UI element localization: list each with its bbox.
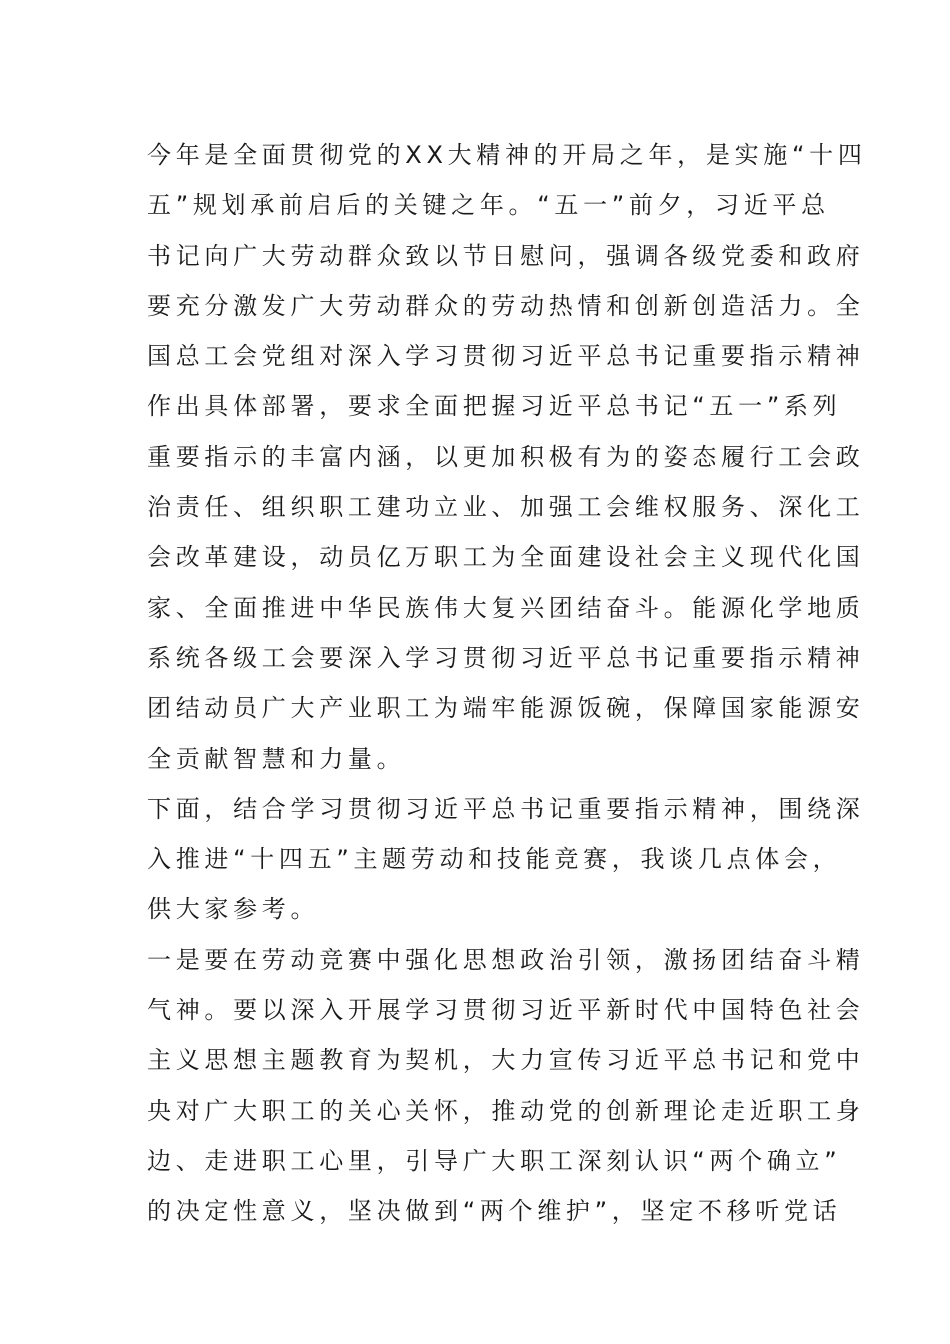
text-line: 五”规划承前启后的关键之年。“五一”前夕，习近平总 (147, 191, 830, 220)
body-text (147, 130, 867, 1237)
text-line: 书记向广大劳动群众致以节日慰问，强调各级党委和政府 (147, 241, 865, 270)
text-line: 气神。要以深入开展学习贯彻习近平新时代中国特色社会 (147, 996, 865, 1025)
text-line: 系统各级工会要深入学习贯彻习近平总书记重要指示精神 (147, 643, 865, 672)
text-line: 会改革建设，动员亿万职工为全面建设社会主义现代化国 (147, 543, 865, 572)
text-line: 要充分激发广大劳动群众的劳动热情和创新创造活力。全 (147, 291, 865, 320)
text-line: 重要指示的丰富内涵，以更加积极有为的姿态履行工会政 (147, 442, 865, 471)
text-line: 家、全面推进中华民族伟大复兴团结奋斗。能源化学地质 (147, 593, 865, 622)
text-line: 治责任、组织职工建功立业、加强工会维权服务、深化工 (147, 493, 865, 522)
paragraph-1 (147, 130, 867, 784)
paragraph-3 (147, 935, 865, 1237)
text-line: 入推进“十四五”主题劳动和技能竞赛，我谈几点体会， (147, 845, 842, 874)
text-line: 今年是全面贯彻党的XX大精神的开局之年，是实施“十四 (147, 141, 867, 169)
text-line: 主义思想主题教育为契机，大力宣传习近平总书记和党中 (147, 1046, 865, 1075)
text-line: 的决定性意义，坚决做到“两个维护”，坚定不移听党话 (147, 1197, 842, 1226)
text-line: 边、走进职工心里，引导广大职工深刻认识“两个确立” (147, 1146, 842, 1175)
text-line: 全贡献智慧和力量。 (147, 744, 406, 773)
text-line: 央对广大职工的关心关怀，推动党的创新理论走近职工身 (147, 1096, 865, 1125)
text-line: 一是要在劳动竞赛中强化思想政治引领，激扬团结奋斗精 (147, 945, 865, 974)
paragraph-2 (147, 784, 865, 935)
text-line: 国总工会党组对深入学习贯彻习近平总书记重要指示精神 (147, 342, 865, 371)
text-line: 作出具体部署，要求全面把握习近平总书记“五一”系列 (147, 392, 842, 421)
text-line: 团结动员广大产业职工为端牢能源饭碗，保障国家能源安 (147, 694, 865, 723)
text-line: 下面，结合学习贯彻习近平总书记重要指示精神，围绕深 (147, 794, 865, 823)
text-line: 供大家参考。 (147, 895, 320, 924)
